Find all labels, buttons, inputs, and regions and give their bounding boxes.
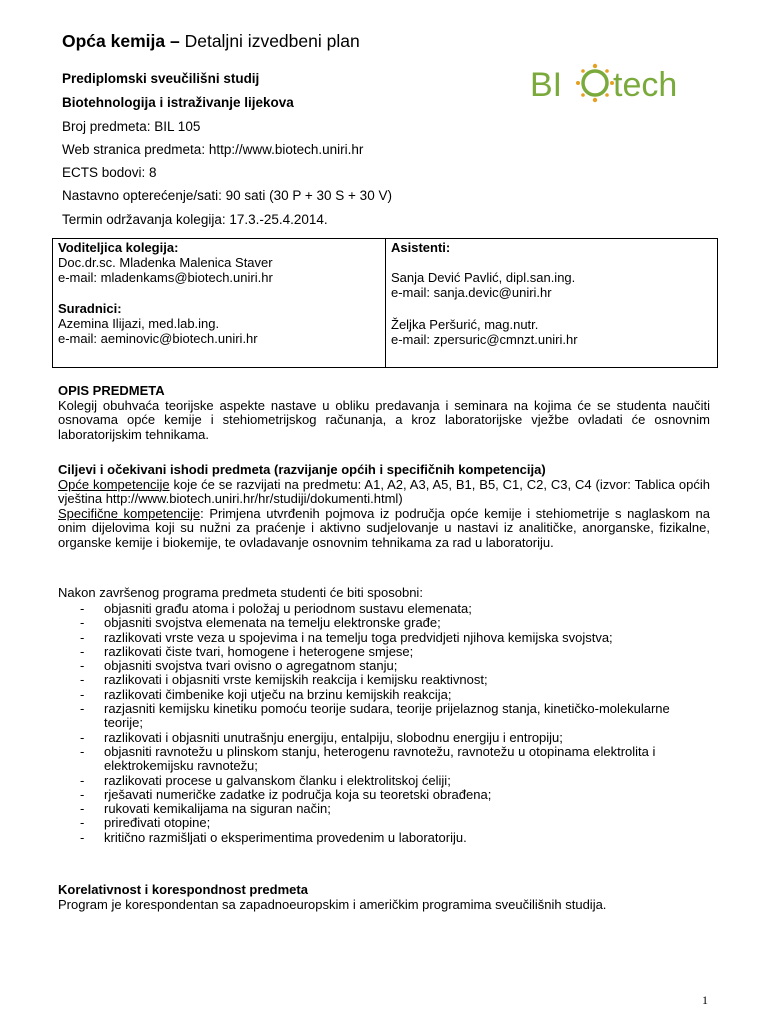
- staff-table: [52, 238, 718, 368]
- list-item: [80, 702, 712, 731]
- document-title: [62, 31, 360, 52]
- collab-heading: Suradnici:: [58, 301, 122, 316]
- specific-competences-text: : Primjena utvrđenih pojmova iz područja opće kemije i stehiometrije s naglaskom na onim dijelovima koji su nužni za praćenje i aktivno sudjelovanje u nastavi iz analitičke, anorganske, fizikalne, organske kemije i biokemije, te ovladavanje osnovnim tehnikama za rad u laboratoriju.: [58, 505, 710, 550]
- list-item-text: razjasniti kemijsku kinetiku pomoću teorije sudara, teorije prijelaznog stanja, kinetičko-molekularne teorije;: [104, 701, 670, 731]
- study-level: Prediplomski sveučilišni studij: [62, 71, 260, 86]
- description-section: [58, 384, 710, 442]
- teaching-load: Nastavno opterećenje/sati: 90 sati (30 P + 30 S + 30 V): [62, 188, 392, 203]
- list-dash: -: [80, 729, 85, 745]
- list-item-text: kritično razmišljati o eksperimentima provedenim u laboratoriju.: [104, 829, 467, 845]
- course-website: Web stranica predmeta: http://www.biotech.uniri.hr: [62, 142, 364, 157]
- ects-points: ECTS bodovi: 8: [62, 165, 157, 180]
- logo-tech-text: tech: [613, 66, 678, 104]
- list-item: [80, 602, 712, 616]
- list-dash: -: [80, 786, 85, 802]
- page-number: 1: [702, 993, 708, 1007]
- specific-competences-label: Specifične kompetencije: [58, 505, 201, 521]
- list-item: [80, 616, 712, 630]
- list-item-text: razlikovati i objasniti vrste kemijskih reakcija i kemijsku reaktivnost;: [104, 672, 488, 688]
- list-item-text: objasniti svojstva elemenata na temelju elektronske građe;: [104, 615, 441, 631]
- collab-name: Azemina Ilijazi, med.lab.ing.: [58, 316, 220, 331]
- list-item-text: objasniti svojstva tvari ovisno o agregatnom stanju;: [104, 658, 398, 674]
- general-competences-label: Opće kompetencije: [58, 476, 170, 492]
- list-dash: -: [80, 686, 85, 702]
- assist1-name: Sanja Dević Pavlić, dipl.san.ing.: [391, 270, 576, 285]
- correlation-section: [58, 883, 710, 912]
- lead-heading: Voditeljica kolegija:: [58, 240, 179, 255]
- specific-competences: [58, 507, 710, 551]
- list-item-text: rješavati numeričke zadatke iz područja koja su teoretski obrađena;: [104, 786, 492, 802]
- list-item: [80, 673, 712, 687]
- list-item: [80, 688, 712, 702]
- list-item: [80, 802, 712, 816]
- staff-table-divider: [385, 239, 386, 367]
- logo-bi-text: BI: [530, 66, 563, 104]
- title-bold: Opća kemija –: [62, 31, 180, 51]
- list-dash: -: [80, 615, 85, 631]
- biotech-logo: [530, 60, 720, 108]
- outcomes-list: [80, 602, 712, 845]
- title-rest: Detaljni izvedbeni plan: [179, 31, 360, 51]
- list-item-text: razlikovati i objasniti unutrašnju energiju, entalpiju, slobodnu energiju i entropiju;: [104, 729, 563, 745]
- list-dash: -: [80, 743, 85, 759]
- description-heading: OPIS PREDMETA: [58, 383, 165, 398]
- list-item: [80, 731, 712, 745]
- list-item-text: objasniti građu atoma i položaj u periodnom sustavu elemenata;: [104, 601, 472, 616]
- assist2-email: e-mail: zpersuric@cmnzt.uniri.hr: [391, 332, 578, 347]
- list-dash: -: [80, 815, 85, 831]
- list-item: [80, 645, 712, 659]
- list-item: [80, 816, 712, 830]
- assist-heading: Asistenti:: [391, 240, 451, 255]
- list-item-text: rukovati kemikalijama na siguran način;: [104, 801, 331, 817]
- correlation-text: Program je korespondentan sa zapadnoeuropskim i američkim programima sveučilišnih studija.: [58, 896, 607, 912]
- list-item: [80, 774, 712, 788]
- list-item-text: razlikovati čimbenike koji utječu na brzinu kemijskih reakcija;: [104, 686, 452, 702]
- assist1-email: e-mail: sanja.devic@uniri.hr: [391, 285, 552, 300]
- list-item: [80, 659, 712, 673]
- list-item-text: razlikovati vrste veza u spojevima i na temelju toga predvidjeti njihova kemijska svojstva;: [104, 629, 613, 645]
- list-item: [80, 631, 712, 645]
- list-item: [80, 831, 712, 845]
- course-term: Termin održavanja kolegija: 17.3.-25.4.2014.: [62, 212, 328, 227]
- study-program: Biotehnologija i istraživanje lijekova: [62, 95, 294, 110]
- list-dash: -: [80, 801, 85, 817]
- description-text: Kolegij obuhvaća teorijske aspekte nastave u obliku predavanja i seminara na kojima će se studenta naučiti osnovama opće kemije i stehiometrijskog računanja, a kroz laboratorijske vježbe ovladati će osnovnim laboratorijskim tehnikama.: [58, 397, 710, 442]
- outcomes-intro: Nakon završenog programa predmeta studenti će biti sposobni:: [58, 585, 423, 600]
- list-dash: -: [80, 772, 85, 788]
- general-competences-text: koje će se razvijati na predmetu: A1, A2, A3, A5, B1, B5, C1, C2, C3, C4 (izvor: Tablica općih vještina http://www.biotech.uniri.hr/hr/studiji/dokumenti.html): [58, 476, 711, 506]
- list-dash: -: [80, 829, 85, 845]
- collab-email: e-mail: aeminovic@biotech.uniri.hr: [58, 331, 258, 346]
- list-dash: -: [80, 672, 85, 688]
- correlation-heading: Korelativnost i korespondnost predmeta: [58, 882, 308, 897]
- list-dash: -: [80, 701, 85, 717]
- goals-section: [58, 463, 710, 550]
- list-item-text: razlikovati čiste tvari, homogene i heterogene smjese;: [104, 643, 414, 659]
- list-item-text: objasniti ravnotežu u plinskom stanju, heterogenu ravnotežu, ravnotežu u otopinama elektrolita i elektrokemijsku ravnotežu;: [104, 743, 656, 774]
- list-dash: -: [80, 658, 85, 674]
- list-item: [80, 745, 712, 774]
- list-item: [80, 788, 712, 802]
- logo-o-ring: [583, 71, 607, 95]
- list-dash: -: [80, 601, 85, 616]
- list-item-text: razlikovati procese u galvanskom članku i elektrolitskoj ćeliji;: [104, 772, 451, 788]
- assist2-name: Željka Peršurić, mag.nutr.: [391, 317, 539, 332]
- course-number: Broj predmeta: BIL 105: [62, 119, 201, 134]
- list-item-text: priređivati otopine;: [104, 815, 211, 831]
- general-competences: [58, 478, 710, 507]
- lead-name: Doc.dr.sc. Mladenka Malenica Staver: [58, 255, 273, 270]
- list-dash: -: [80, 643, 85, 659]
- list-dash: -: [80, 629, 85, 645]
- goals-heading: Ciljevi i očekivani ishodi predmeta (razvijanje općih i specifičnih kompetencija): [58, 462, 546, 477]
- lead-email: e-mail: mladenkams@biotech.uniri.hr: [58, 270, 273, 285]
